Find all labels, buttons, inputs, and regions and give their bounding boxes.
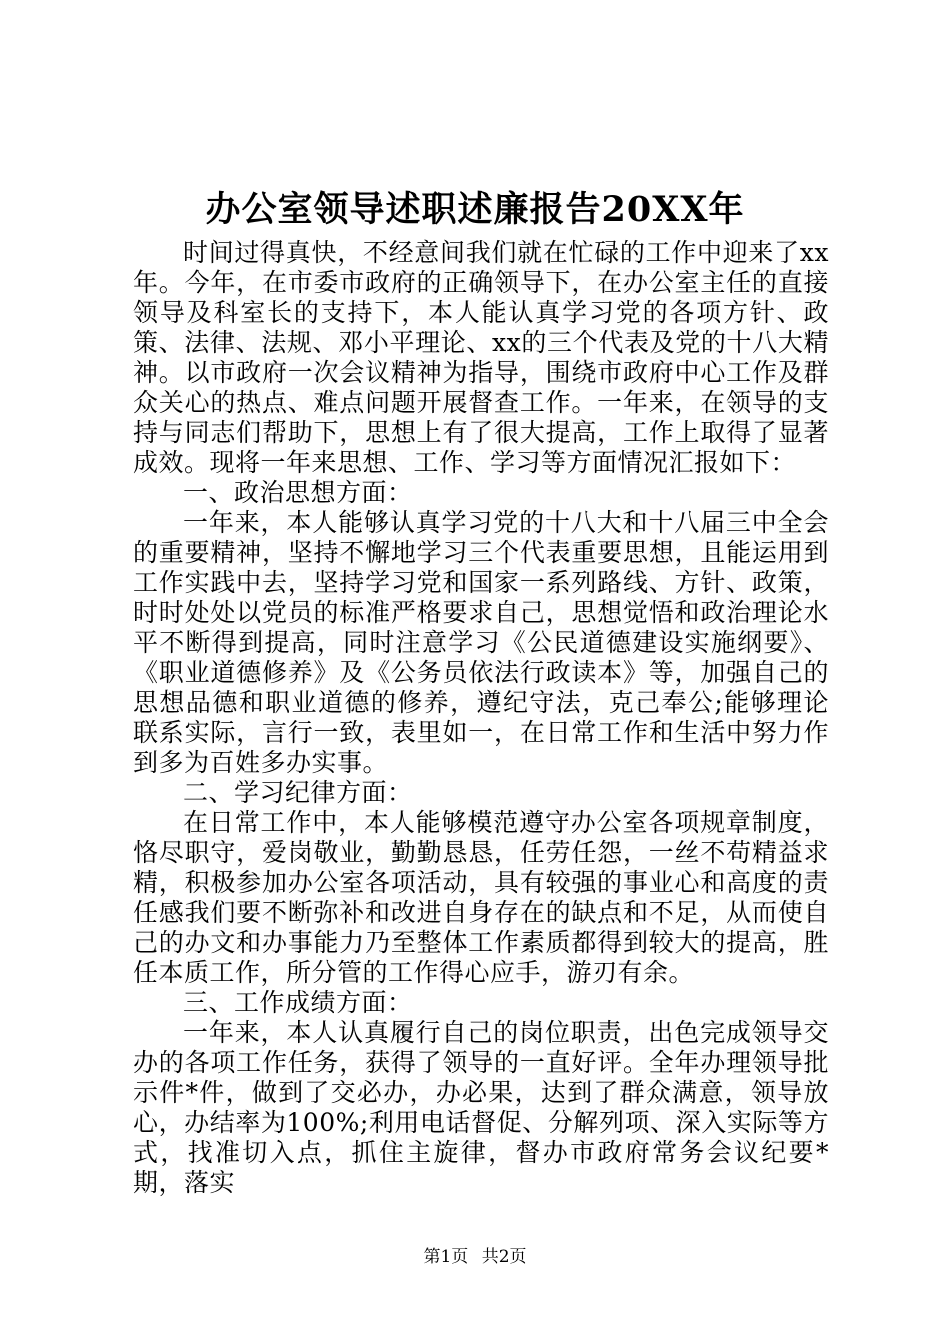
paragraph-work-achievements: 一年来，本人认真履行自己的岗位职责，出色完成领导交办的各项工作任务，获得了领导的一直好评。全年办理领导批示件*件，做到了交必办，办必果，达到了群众满意，领导放心，办结率为100%;利用电话督促、分解列项、深入实际等方式，找准切入点，抓住主旋律，督办市政府常务会议纪要*期，落实 [133, 1018, 829, 1197]
heading-work-achievements: 三、工作成绩方面： [183, 988, 413, 1017]
paragraph-political-thought: 一年来，本人能够认真学习党的十八大和十八届三中全会的重要精神，坚持不懈地学习三个代表重要思想，且能运用到工作实践中去，坚持学习党和国家一系列路线、方针、政策，时时处处以党员的标准严格要求自己，思想觉悟和政治理论水平不断得到提高，同时注意学习《公民道德建设实施纲要》、《职业道德修养》及《公务员依法行政读本》等，加强自己的思想品德和职业道德的修养，遵纪守法，克己奉公;能够理论联系实际，言行一致，表里如一，在日常工作和生活中努力作到多为百姓多办实事。 [133, 508, 829, 777]
heading-study-discipline: 二、学习纪律方面： [183, 778, 413, 807]
document-body [133, 238, 829, 1198]
page-number: 第1页 [423, 1247, 469, 1267]
document-title: 办公室领导述职述廉报告20XX年 [205, 189, 745, 230]
paragraph-study-discipline: 在日常工作中，本人能够模范遵守办公室各项规章制度，恪尽职守，爱岗敬业，勤勤恳恳，任劳任怨，一丝不苟精益求精，积极参加办公室各项活动，具有较强的事业心和高度的责任感我们要不断弥补和改进自身存在的缺点和不足，从而使自己的办文和办事能力乃至整体工作素质都得到较大的提高，胜任本质工作，所分管的工作得心应手，游刃有余。 [133, 808, 829, 987]
heading-political-thought: 一、政治思想方面： [183, 478, 413, 507]
page-total: 共2页 [481, 1247, 527, 1267]
paragraph-intro: 时间过得真快，不经意间我们就在忙碌的工作中迎来了xx年。今年，在市委市政府的正确领导下，在办公室主任的直接领导及科室长的支持下，本人能认真学习党的各项方针、政策、法律、法规、邓小平理论、xx的三个代表及党的十八大精神。以市政府一次会议精神为指导，围绕市政府中心工作及群众关心的热点、难点问题开展督查工作。一年来，在领导的支持与同志们帮助下，思想上有了很大提高，工作上取得了显著成效。现将一年来思想、工作、学习等方面情况汇报如下： [133, 238, 829, 477]
page-footer [0, 1246, 950, 1268]
